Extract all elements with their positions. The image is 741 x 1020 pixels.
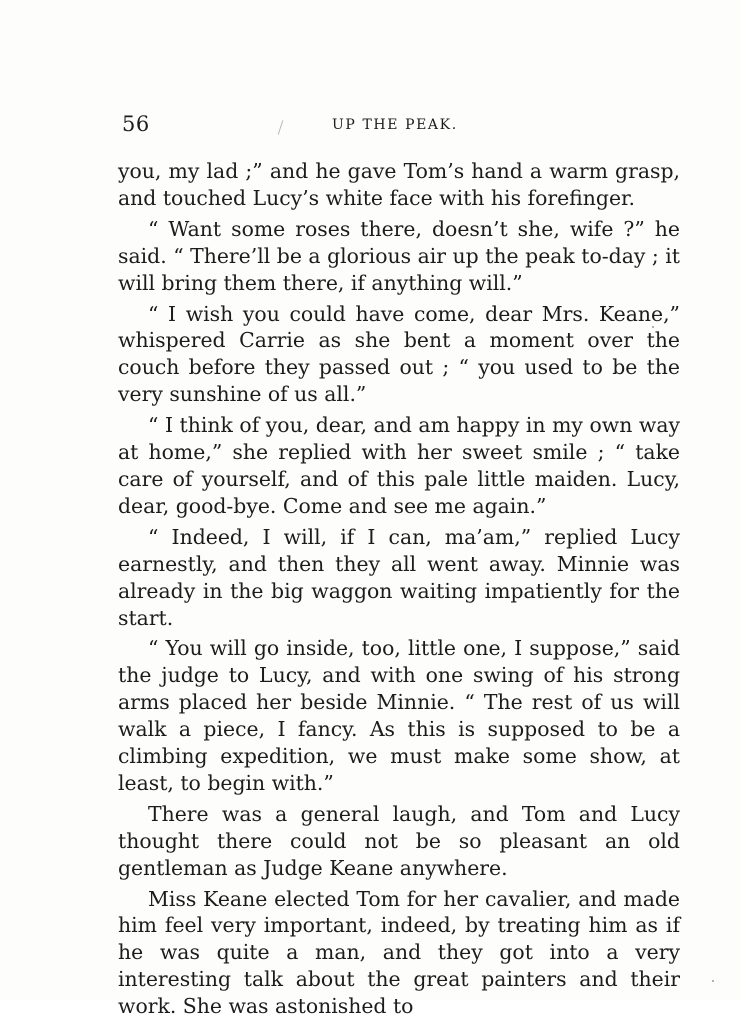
paragraph: “ I think of you, dear, and am happy in my own way at home,” she replied with her sweet smile ; “ take care of yourself, and of this pale little maiden. Lucy, dear, good-bye. Come and see me again.” xyxy=(118,413,680,518)
paragraph: “ Want some roses there, doesn’t she, wife ?” he said. “ There’ll be a glorious air up the peak to-day ; it will bring them there, if anything will.” xyxy=(118,216,680,295)
page-header xyxy=(122,112,677,140)
paragraph: “ I wish you could have come, dear Mrs. Keane,” whispered Carrie as she bent a moment over the couch before they passed out ; “ you used to be the very sunshine of us all.” xyxy=(118,301,680,407)
paragraph: “ You will go inside, too, little one, I suppose,” said the judge to Lucy, and with one swing of his strong arms placed her beside Minnie. “ The rest of us will walk a piece, I fancy. As this is supposed to be a climbing expedition, we must make some show, at least, to begin with.” xyxy=(118,636,680,795)
paper-speck xyxy=(652,326,654,328)
paragraph: you, my lad ;” and he gave Tom’s hand a warm grasp, and touched Lucy’s white face with his forefinger. xyxy=(118,159,680,210)
page-number: 56 xyxy=(122,112,150,136)
paper-speck xyxy=(712,980,714,982)
paragraph: Miss Keane elected Tom for her cavalier, and made him feel very important, indeed, by treating him as if he was quite a man, and they got into a very interesting talk about the great painters and their work. She was astonished to xyxy=(118,886,680,1019)
running-title: UP THE PEAK. xyxy=(332,117,458,133)
page-body xyxy=(118,158,680,1020)
paragraph: There was a general laugh, and Tom and Lucy thought there could not be so pleasant an old gentleman as Judge Keane anywhere. xyxy=(118,801,680,880)
paragraph: “ Indeed, I will, if I can, ma’am,” replied Lucy earnestly, and then they all went away. Minnie was already in the big waggon waiting impatiently for the start. xyxy=(118,524,680,630)
